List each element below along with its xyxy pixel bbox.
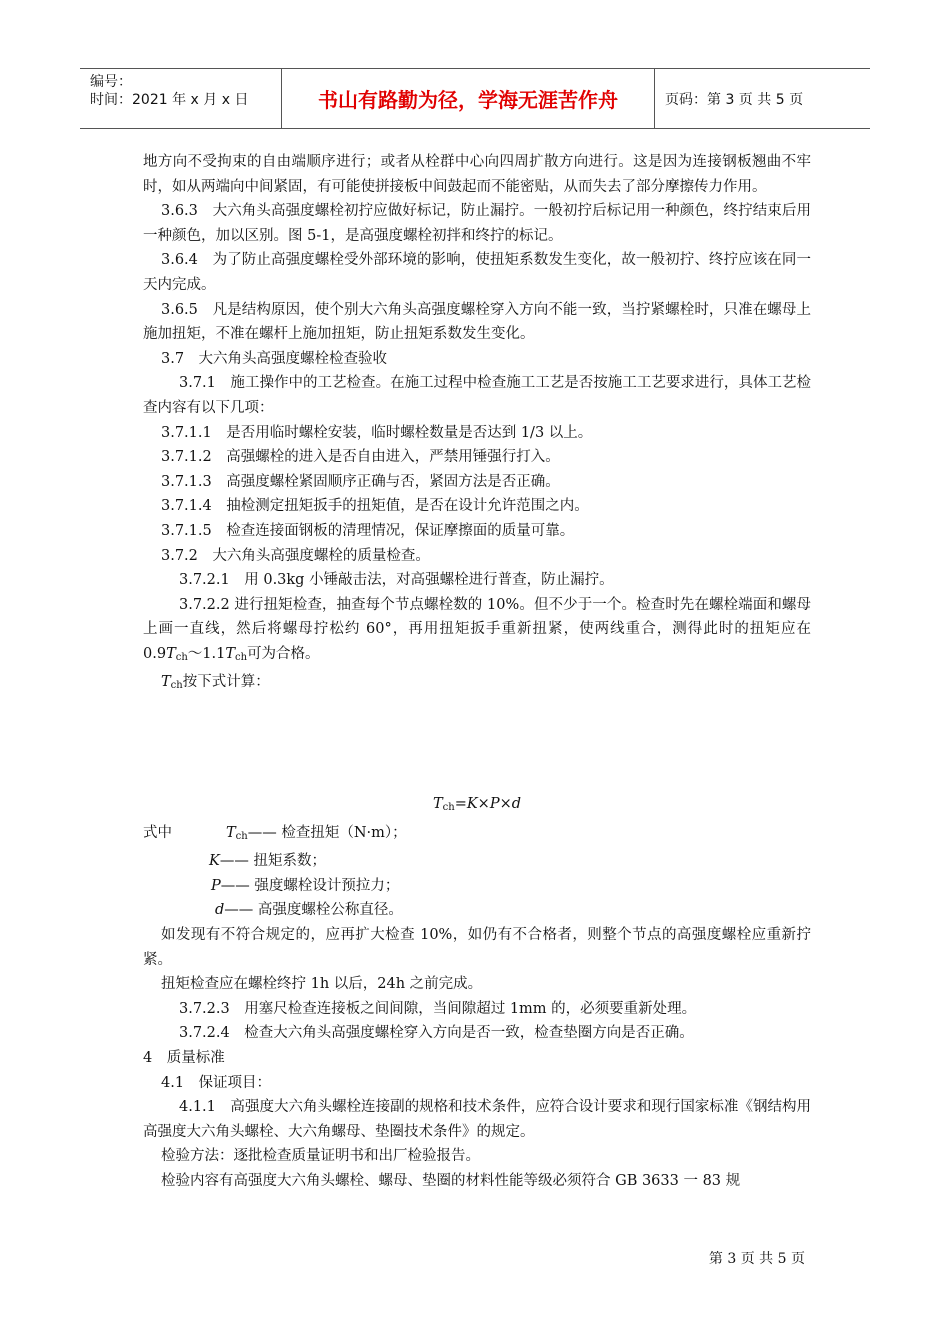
doc-code-label: 编号： (90, 74, 132, 90)
definition-text: —— 扭矩系数； (219, 853, 326, 870)
list-item: 3.7.2.3 用塞尺检查连接板之间间隙，当间隙超过 1mm 的，必须要重新处理。 (179, 1000, 697, 1017)
header-motto: 书山有路勤为径，学海无涯苦作舟 (282, 69, 655, 128)
definition-text: —— 高强度螺栓公称直径。 (224, 902, 403, 919)
doc-time-label: 时间：2021 年 x 月 x 日 (90, 92, 249, 108)
symbol-sub: ch (170, 680, 183, 692)
subsection-heading: 3.7.2 大六角头高强度螺栓的质量检查。 (161, 547, 430, 564)
list-item: 3.7.1.4 抽检测定扭矩扳手的扭矩值，是否在设计允许范围之内。 (161, 498, 589, 515)
paragraph: 扭矩检查应在螺栓终拧 1h 以后，24h 之前完成。 (161, 976, 483, 993)
symbol-sub: ch (235, 830, 248, 842)
symbol-t: T (161, 674, 171, 691)
paragraph: 地方向不受拘束的自由端顺序进行；或者从栓群中心向四周扩散方向进行。这是因为连接钢板翘曲不牢时，如从两端向中间紧固，有可能使拼接板中间鼓起而不能密贴，从而失去了部分摩擦传力作用。 (143, 154, 811, 195)
definition-row (143, 849, 811, 874)
symbol-p: P (211, 877, 221, 894)
symbol-t: T (225, 645, 236, 662)
paragraph: 4.1.1 高强度大六角头螺栓连接副的规格和技术条件，应符合设计要求和现行国家标准《钢结构用高强度大六角头螺栓、大六角螺母、垫圈技术条件》的规定。 (143, 1099, 811, 1140)
list-item: 3.7.2.4 检查大六角头高强度螺栓穿入方向是否一致，检查垫圈方向是否正确。 (179, 1025, 694, 1042)
symbol-sub: ch (175, 651, 188, 663)
paragraph: 3.7.1 施工操作中的工艺检查。在施工过程中检查施工工艺是否按施工工艺要求进行，具体工艺检查内容有以下几项： (143, 375, 811, 416)
paragraph: 检验内容有高强度大六角头螺栓、螺母、垫圈的材料性能等级必须符合 GB 3633 一 83 规 (161, 1172, 741, 1189)
formula-expression: =K×P×d (454, 796, 522, 813)
paragraph: 检验方法：逐批检查质量证明书和出厂检验报告。 (161, 1148, 480, 1165)
header-page-number: 页码：第 3 页 共 5 页 (665, 91, 804, 108)
formula (143, 792, 811, 821)
paragraph: 3.6.5 凡是结构原因，使个别大六角头高强度螺栓穿入方向不能一致，当拧紧螺栓时，只准在螺母上施加扭矩，不准在螺杆上施加扭矩，防止扭矩系数发生变化。 (143, 301, 811, 343)
symbol-sub: ch (235, 651, 248, 663)
page-header (80, 68, 870, 129)
page-footer: 第 3 页 共 5 页 (708, 1251, 805, 1267)
text-run: 可为合格。 (247, 645, 320, 662)
symbol-sub: ch (442, 802, 455, 814)
formula-spacer (143, 699, 811, 792)
paragraph (143, 593, 811, 671)
paragraph: 3.6.3 大六角头高强度螺栓初拧应做好标记，防止漏拧。一般初拧后标记用一种颜色，终拧结束后用一种颜色，加以区别。图 5-1，是高强度螺栓初拌和终拧的标记。 (143, 203, 811, 244)
symbol-d: d (215, 902, 225, 919)
definition-row (143, 821, 811, 850)
subsection-heading: 4.1 保证项目： (161, 1074, 272, 1091)
document-body (143, 150, 811, 1194)
list-item: 3.7.1.2 高强螺栓的进入是否自由进入，严禁用锤强行打入。 (161, 449, 560, 466)
list-item: 3.7.2.1 用 0.3kg 小锤敲击法，对高强螺栓进行普查，防止漏拧。 (179, 572, 614, 589)
paragraph (143, 670, 811, 699)
text-run: 按下式计算： (182, 674, 270, 691)
definition-text: —— 强度螺栓设计预拉力； (220, 877, 400, 894)
paragraph: 如发现有不符合规定的，应再扩大检查 10%，如仍有不合格者，则整个节点的高强度螺栓应重新拧紧。 (143, 927, 811, 968)
list-item: 3.7.1.1 是否用临时螺栓安装，临时螺栓数量是否达到 1/3 以上。 (161, 424, 593, 441)
definition-row (143, 874, 811, 899)
text-run: 3.7.2.2 进行扭矩检查，抽查每个节点螺栓数的 10%。但不少于一个。检查时先在螺栓端面和螺母上画一直线，然后将螺母拧松约 60°，再用扭矩扳手重新扭紧，使两线重合，测得此时的扭矩应在 0.9 (143, 596, 811, 662)
text-run: ～1.1 (187, 645, 226, 662)
definition-text: —— 检查扭矩（N·m）； (247, 824, 407, 841)
section-heading: 4 质量标准 (143, 1050, 225, 1066)
definition-lead: 式中 (143, 824, 172, 841)
paragraph: 3.6.4 为了防止高强度螺栓受外部环境的影响，使扭矩系数发生变化，故一般初拧、终拧应该在同一天内完成。 (143, 252, 811, 293)
symbol-t: T (226, 824, 236, 841)
definition-row (143, 898, 811, 923)
section-heading: 3.7 大六角头高强度螺栓检查验收 (161, 350, 388, 367)
list-item: 3.7.1.5 检查连接面钢板的清理情况，保证摩擦面的质量可靠。 (161, 522, 575, 539)
header-meta (80, 69, 282, 128)
formula-definitions (143, 821, 811, 923)
symbol-t: T (166, 645, 176, 662)
symbol-k: K (209, 853, 220, 870)
list-item: 3.7.1.3 高强度螺栓紧固顺序正确与否，紧固方法是否正确。 (161, 473, 560, 490)
symbol-t: T (432, 796, 443, 813)
